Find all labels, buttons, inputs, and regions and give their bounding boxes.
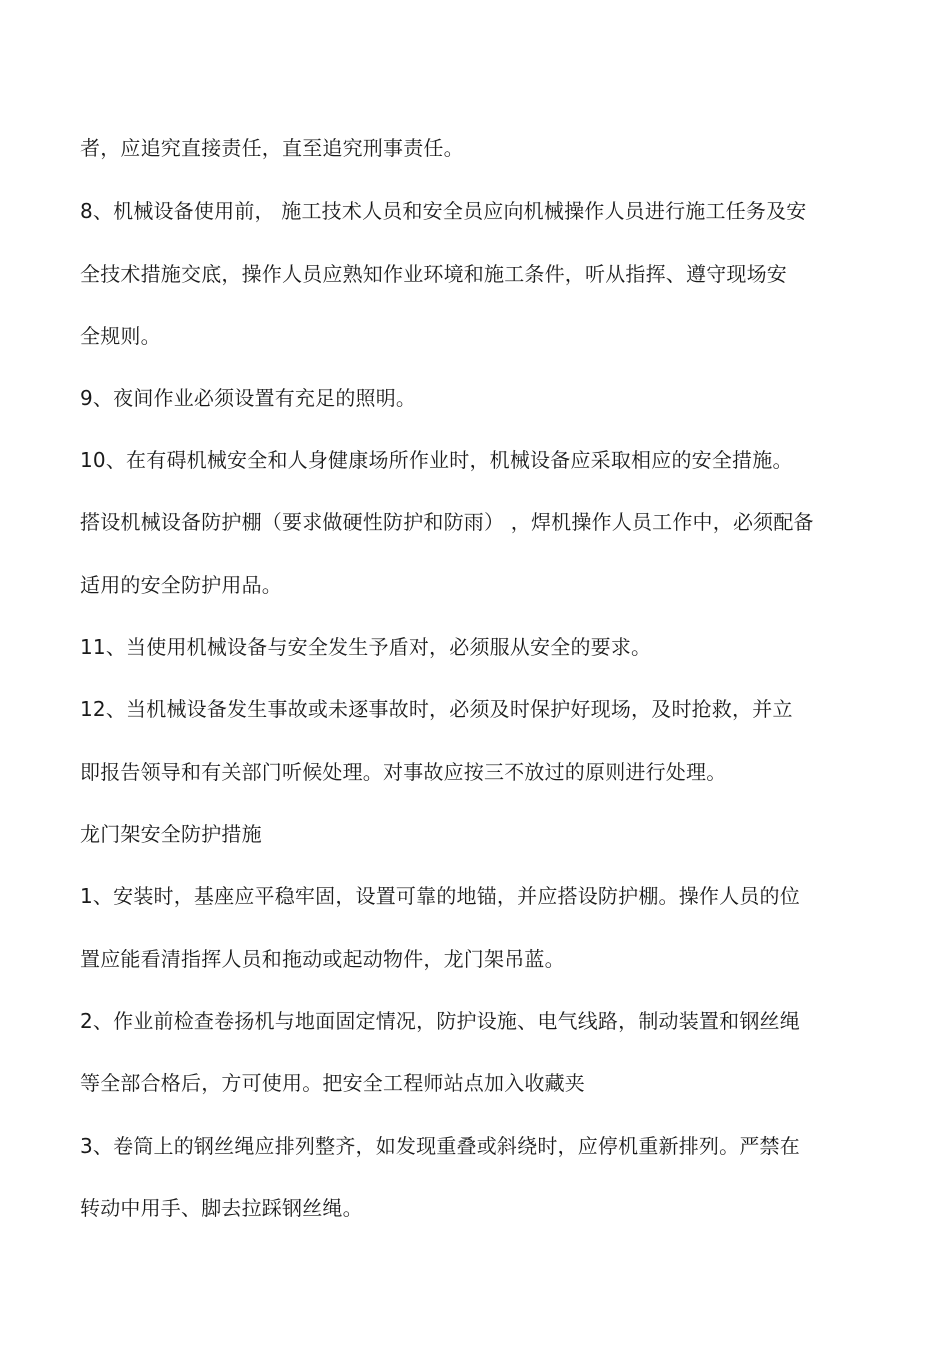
text-line: 12、当机械设备发生事故或未逐事故时，必须及时保护好现场，及时抢救，并立 xyxy=(80,697,793,721)
text-line: 搭设机械设备防护棚（要求做硬性防护和防雨） ，焊机操作人员工作中，必须配备 xyxy=(80,510,814,534)
text-line: 10、在有碍机械安全和人身健康场所作业时，机械设备应采取相应的安全措施。 xyxy=(80,448,793,472)
text-line: 11、当使用机械设备与安全发生予盾对，必须服从安全的要求。 xyxy=(80,635,652,659)
text-line: 2、作业前检查卷扬机与地面固定情况，防护设施、电气线路，制动装置和钢丝绳 xyxy=(80,1009,800,1033)
text-line: 全规则。 xyxy=(80,324,161,348)
text-line: 置应能看清指挥人员和拖动或起动物件，龙门架吊蓝。 xyxy=(80,947,565,971)
text-line: 者，应追究直接责任，直至追究刑事责任。 xyxy=(80,136,464,160)
text-line: 全技术措施交底，操作人员应熟知作业环境和施工条件，听从指挥、遵守现场安 xyxy=(80,262,787,286)
text-line: 3、卷筒上的钢丝绳应排列整齐，如发现重叠或斜绕时，应停机重新排列。严禁在 xyxy=(80,1134,800,1158)
text-line: 9、夜间作业必须设置有充足的照明。 xyxy=(80,386,417,410)
text-line: 8、机械设备使用前， 施工技术人员和安全员应向机械操作人员进行施工任务及安 xyxy=(80,199,807,223)
text-line: 转动中用手、脚去拉踩钢丝绳。 xyxy=(80,1196,363,1220)
section-heading: 龙门架安全防护措施 xyxy=(80,822,262,846)
text-line: 1、安装时，基座应平稳牢固，设置可靠的地锚，并应搭设防护棚。操作人员的位 xyxy=(80,884,800,908)
text-line: 等全部合格后，方可使用。把安全工程师站点加入收藏夹 xyxy=(80,1071,585,1095)
text-line: 适用的安全防护用品。 xyxy=(80,573,282,597)
text-line: 即报告领导和有关部门听候处理。对事故应按三不放过的原则进行处理。 xyxy=(80,760,727,784)
